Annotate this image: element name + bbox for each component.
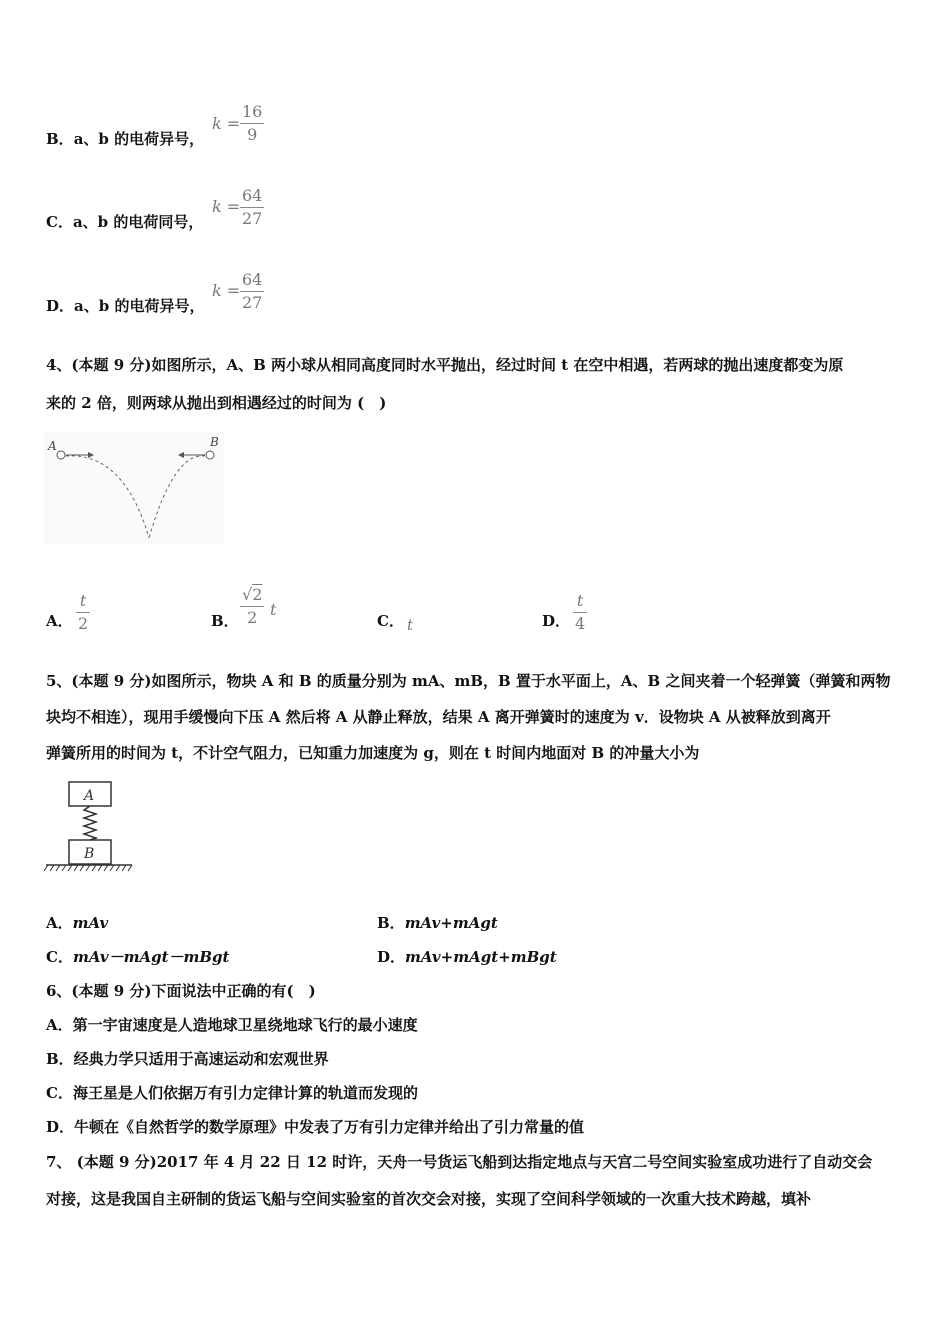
option-text: mAv+mAgt+mBgt: [405, 948, 557, 966]
q7-stem-line2: 对接，这是我国自主研制的货运飞船与空间实验室的首次交会对接，实现了空间科学领域的一次重大技术跨越，填补: [46, 1190, 812, 1208]
ball-a: [57, 451, 65, 459]
denominator: 27: [242, 209, 263, 228]
q5-option-a: [46, 912, 108, 933]
k-fraction: [240, 187, 264, 228]
k-symbol: k =: [212, 114, 241, 133]
option-d-prev: [46, 295, 204, 316]
q4-option-c-value: t: [407, 616, 414, 634]
q6-option-d: D．牛顿在《自然哲学的数学原理》中发表了万有引力定律并给出了引力常量的值: [46, 1118, 585, 1136]
numerator: t: [79, 591, 87, 610]
q5-stem-line3: 弹簧所用的时间为 t，不计空气阻力，已知重力加速度为 g，则在 t 时间内地面对 B 的冲量大小为: [46, 744, 700, 762]
denominator: 2: [247, 608, 258, 627]
k-symbol: k =: [212, 197, 241, 216]
option-c-prev: [46, 211, 203, 232]
denominator: 2: [78, 614, 89, 633]
option-label: B．: [46, 130, 74, 148]
q4-option-b-label: B．: [211, 612, 239, 630]
q7-stem-line1: 7、 (本题 9 分)2017 年 4 月 22 日 12 时许，天舟一号货运飞船到达指定地点与天宫二号空间实验室成功进行了自动交会: [46, 1153, 873, 1171]
q4-option-d-label: D．: [542, 612, 571, 630]
spring: [84, 806, 96, 840]
q4-option-d-fraction: [573, 592, 587, 633]
numerator: 64: [242, 270, 263, 289]
spring-figure: [44, 778, 136, 874]
block-a-label: A: [84, 788, 95, 804]
option-label: D．: [377, 948, 406, 966]
option-label: B．: [377, 914, 405, 932]
q5-option-c: [46, 946, 229, 967]
numerator: 16: [242, 102, 263, 121]
option-text: a、b 的电荷异号，: [73, 130, 205, 148]
q6-stem: 6、(本题 9 分)下面说法中正确的有( ): [46, 982, 316, 1000]
ball-b: [206, 451, 214, 459]
option-label: C．: [46, 213, 73, 231]
ground-hatch: [44, 865, 132, 871]
q5-stem-line1: 5、(本题 9 分)如图所示，物块 A 和 B 的质量分别为 mA、mB，B 置于水平面上，A、B 之间夹着一个轻弹簧（弹簧和两物: [46, 672, 891, 690]
q4-option-b-tail: t: [270, 600, 277, 619]
numerator: √2: [242, 585, 263, 604]
option-text: mAv－mAgt－mBgt: [72, 948, 230, 966]
q4-option-a-fraction: [76, 592, 90, 633]
q5-option-d: [377, 946, 557, 967]
q6-option-a: A．第一宇宙速度是人造地球卫星绕地球飞行的最小速度: [46, 1016, 418, 1034]
projectile-figure: [44, 432, 224, 544]
numerator: t: [576, 591, 584, 610]
radicand: 2: [252, 585, 263, 604]
option-text: a、b 的电荷异号，: [74, 297, 205, 315]
option-text: mAv: [72, 914, 109, 932]
k-symbol: k =: [212, 281, 241, 300]
q4-option-a-label: A．: [46, 612, 73, 630]
fig-label-a: A: [48, 439, 57, 453]
option-b-prev: [46, 128, 204, 149]
k-fraction: [240, 103, 264, 144]
q4-option-c-label: C．: [377, 612, 404, 630]
option-text: a、b 的电荷同号，: [72, 213, 204, 231]
option-text: mAv+mAgt: [404, 914, 498, 932]
k-fraction: [240, 271, 264, 312]
option-label: A．: [46, 914, 73, 932]
block-b-label: B: [84, 846, 95, 862]
q4-stem-line2: 来的 2 倍，则两球从抛出到相遇经过的时间为 ( ): [46, 394, 387, 412]
q4-option-b-fraction: [240, 586, 264, 627]
denominator: 4: [575, 614, 586, 633]
option-label: C．: [46, 948, 73, 966]
denominator: 9: [247, 125, 258, 144]
q5-stem-line2: 块均不相连），现用手缓慢向下压 A 然后将 A 从静止释放，结果 A 离开弹簧时的速度为 v．设物块 A 从被释放到离开: [46, 708, 831, 726]
q4-stem-line1: 4、(本题 9 分)如图所示，A、B 两小球从相同高度同时水平抛出，经过时间 t 在空中相遇，若两球的抛出速度都变为原: [46, 356, 844, 374]
denominator: 27: [242, 293, 263, 312]
q5-option-b: [377, 912, 498, 933]
fig-label-b: B: [210, 435, 219, 449]
numerator: 64: [242, 186, 263, 205]
option-label: D．: [46, 297, 75, 315]
q6-option-b: B．经典力学只适用于高速运动和宏观世界: [46, 1050, 329, 1068]
q6-option-c: C．海王星是人们依据万有引力定律计算的轨道而发现的: [46, 1084, 418, 1102]
